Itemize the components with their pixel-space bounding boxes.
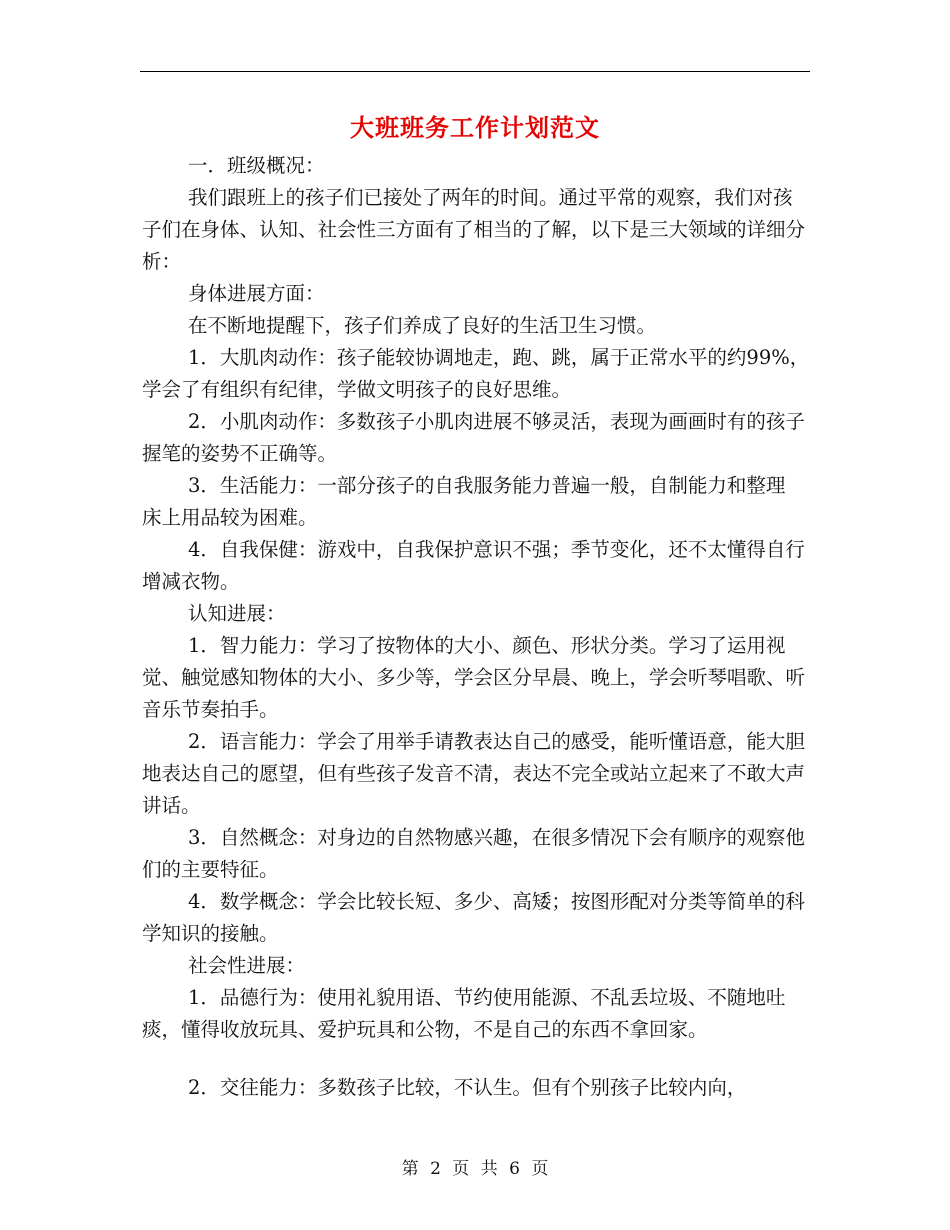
subheading-physical: 身体进展方面： [188,282,325,305]
document-title: 大班班务工作计划范文 [350,113,600,142]
subheading-cognitive: 认知进展： [188,602,286,625]
list-item-fine-motor: 2．小肌肉动作：多数孩子小肌肉进展不够灵活，表现为画画时有的孩子握笔的姿势不正确等。 [142,410,805,465]
document-body [142,150,810,1104]
paragraph-intro: 我们跟班上的孩子们已接处了两年的时间。通过平常的观察，我们对孩子们在身体、认知、社会性三方面有了相当的了解，以下是三大领域的详细分析： [142,186,806,273]
list-item-gross-motor: 1．大肌肉动作：孩子能较协调地走，跑、跳，属于正常水平的约99%，学会了有组织有纪律，学做文明孩子的良好思维。 [142,346,810,401]
list-item-life-skills: 3．生活能力：一部分孩子的自我服务能力普遍一般，自制能力和整理 床上用品较为困难。 [142,474,786,529]
list-item-intelligence: 1．智力能力：学习了按物体的大小、颜色、形状分类。学习了运用视觉、触觉感知物体的大小、多少等，学会区分早晨、晚上，学会听琴唱歌、听音乐节奏拍手。 [142,634,806,721]
page-number: 第 2 页 共 6 页 [401,1159,549,1179]
subheading-social: 社会性进展： [188,954,306,977]
list-item-nature: 3．自然概念：对身边的自然物感兴趣，在很多情况下会有顺序的观察他们的主要特征。 [142,826,805,881]
list-item-moral: 1．品德行为：使用礼貌用语、节约使用能源、不乱丢垃圾、不随地吐痰，懂得收放玩具、爱护玩具和公物，不是自己的东西不拿回家。 [142,986,786,1041]
list-item-math: 4．数学概念：学会比较长短、多少、高矮；按图形配对分类等简单的科学知识的接触。 [142,890,805,945]
list-item-communication: 2．交往能力：多数孩子比较，不认生。但有个别孩子比较内向， [188,1076,747,1099]
list-item-self-care: 4．自我保健：游戏中，自我保护意识不强；季节变化，还不太懂得自行增减衣物。 [142,538,805,593]
section-heading-class-overview: 一．班级概况： [188,154,325,177]
header-rule [140,71,810,72]
list-item-language: 2．语言能力：学会了用举手请教表达自己的感受，能听懂语意，能大胆地表达自己的愿望，但有些孩子发音不清，表达不完全或站立起来了不敢大声讲话。 [142,730,806,817]
paragraph-habits: 在不断地提醒下，孩子们养成了良好的生活卫生习惯。 [188,314,657,337]
